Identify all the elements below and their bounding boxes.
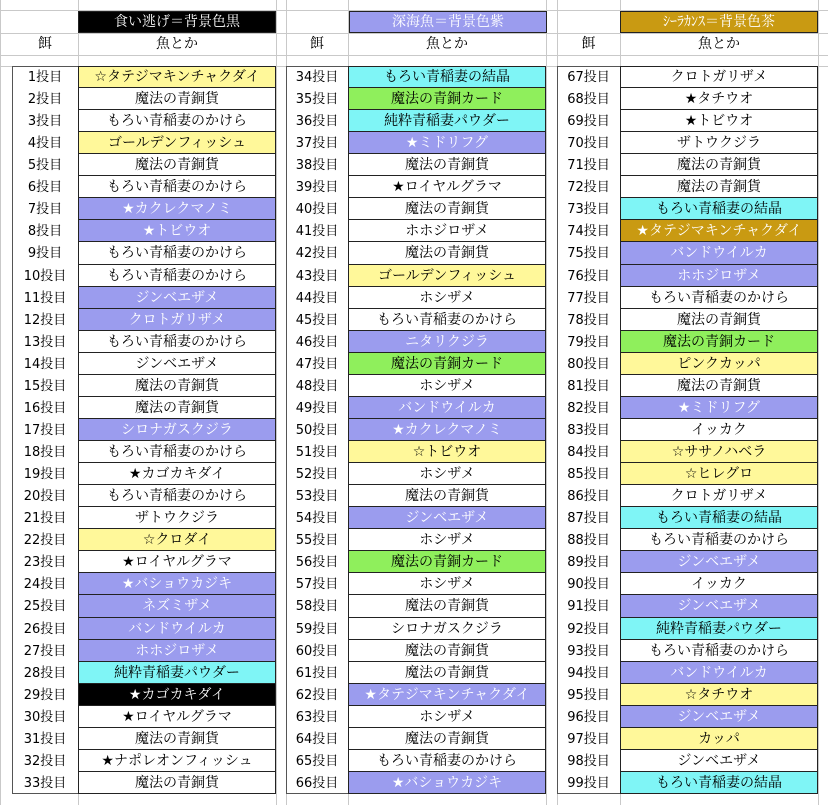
fish-cell[interactable]: ホシザメ (348, 287, 546, 309)
bait-label: 69投目 (567, 113, 610, 129)
bait-label: 21投目 (23, 510, 67, 526)
bait-label: 88投目 (567, 532, 610, 548)
bait-label: 47投目 (295, 356, 339, 372)
gridline (818, 0, 819, 805)
fish-cell[interactable]: ジンベエザメ (348, 507, 546, 529)
bait-header: 餌 (581, 36, 596, 52)
fish-cell[interactable]: もろい青稲妻のかけら (78, 242, 276, 265)
bait-label: 41投目 (295, 223, 339, 239)
bait-label: 24投目 (23, 576, 67, 592)
bait-label: 13投目 (23, 334, 67, 350)
fish-cell[interactable]: ザトウクジラ (78, 507, 276, 529)
bait-label: 28投目 (23, 665, 67, 681)
fish-cell[interactable]: ★カゴカキダイ (78, 463, 276, 485)
fish-cell[interactable]: もろい青稲妻のかけら (78, 176, 276, 198)
gridline (546, 0, 547, 805)
fish-cell[interactable]: ネズミザメ (78, 595, 276, 618)
bait-label: 30投目 (23, 709, 67, 725)
bait-label: 36投目 (295, 113, 339, 129)
bait-label: 2投目 (27, 91, 63, 107)
fish-cell[interactable]: ホシザメ (348, 706, 546, 728)
bait-label: 29投目 (23, 687, 67, 703)
fish-cell[interactable]: カッパ (620, 728, 818, 750)
bait-header: 餌 (310, 36, 324, 52)
bait-label: 89投目 (567, 554, 610, 570)
bait-label: 18投目 (23, 444, 67, 460)
fish-cell[interactable]: バンドウイルカ (78, 618, 276, 640)
fish-cell[interactable]: イッカク (620, 573, 818, 595)
fish-cell[interactable]: バンドウイルカ (620, 662, 818, 684)
fish-cell[interactable]: 魔法の青銅貨 (78, 88, 276, 110)
fish-cell[interactable]: バンドウイルカ (620, 242, 818, 265)
fish-cell[interactable]: 魔法の青銅貨 (78, 728, 276, 750)
fish-cell[interactable]: 魔法の青銅貨 (78, 397, 276, 419)
bait-label: 37投目 (295, 135, 339, 151)
fish-header: 魚とか (156, 36, 198, 52)
fish-cell[interactable]: ★カゴカキダイ (78, 684, 276, 706)
fish-cell[interactable]: 魔法の青銅貨 (620, 176, 818, 198)
bait-label: 78投目 (567, 312, 610, 328)
fish-cell[interactable]: もろい青稲妻のかけら (348, 309, 546, 331)
bait-label: 8投目 (27, 223, 63, 239)
fish-cell[interactable]: ☆タチウオ (620, 684, 818, 706)
fish-cell[interactable]: ★バショウカジキ (348, 772, 546, 794)
bait-label: 14投目 (23, 356, 67, 372)
bait-label: 40投目 (295, 201, 339, 217)
fish-cell[interactable]: ジンベエザメ (620, 706, 818, 728)
fish-cell[interactable]: 魔法の青銅貨 (78, 772, 276, 794)
fish-cell[interactable]: ☆タテジマキンチャクダイ (78, 66, 276, 88)
bait-label: 44投目 (295, 290, 339, 306)
bait-label: 62投目 (295, 687, 339, 703)
bait-label: 6投目 (27, 179, 63, 195)
fish-cell[interactable]: もろい青稲妻のかけら (78, 265, 276, 287)
fish-cell[interactable]: 魔法の青銅カード (348, 551, 546, 573)
bait-label: 76投目 (567, 268, 610, 284)
bait-label: 96投目 (567, 709, 610, 725)
fish-cell[interactable]: ☆ヒレグロ (620, 463, 818, 485)
bait-label: 94投目 (567, 665, 610, 681)
bait-label: 22投目 (23, 532, 67, 548)
bait-label: 97投目 (567, 731, 610, 747)
bait-label: 1投目 (27, 69, 63, 85)
legend-box: 深海魚＝背景色紫 (349, 11, 547, 33)
bait-label: 16投目 (23, 400, 67, 416)
fish-cell[interactable]: ジンベエザメ (620, 750, 818, 772)
fish-cell[interactable]: ★カクレクマノミ (78, 198, 276, 220)
fish-cell[interactable]: ホシザメ (348, 573, 546, 595)
bait-label: 9投目 (27, 246, 63, 261)
fish-cell[interactable]: シロナガスクジラ (348, 618, 546, 640)
fish-cell[interactable]: もろい青稲妻の結晶 (348, 66, 546, 88)
fish-cell[interactable]: シロナガスクジラ (78, 419, 276, 441)
bait-label: 99投目 (567, 775, 610, 791)
fish-cell[interactable]: 魔法の青銅カード (620, 331, 818, 353)
fish-cell[interactable]: 純粋青稲妻パウダー (620, 618, 818, 640)
bait-label: 53投目 (295, 488, 339, 504)
fish-cell[interactable]: クロトガリザメ (620, 66, 818, 88)
fish-cell[interactable]: 魔法の青銅貨 (348, 595, 546, 618)
bait-label: 58投目 (295, 599, 339, 614)
bait-label: 25投目 (23, 599, 67, 614)
fish-cell[interactable]: ホシザメ (348, 463, 546, 485)
bait-label: 86投目 (567, 488, 610, 504)
fish-cell[interactable]: ジンベエザメ (620, 551, 818, 573)
bait-label: 23投目 (23, 554, 67, 570)
fish-cell[interactable]: バンドウイルカ (348, 397, 546, 419)
bait-label: 85投目 (567, 466, 610, 482)
fish-cell[interactable]: 魔法の青銅貨 (348, 640, 546, 662)
fish-cell[interactable]: 魔法の青銅貨 (78, 154, 276, 176)
bait-label: 48投目 (295, 378, 339, 394)
gridline (0, 55, 828, 56)
bait-label: 67投目 (567, 69, 610, 85)
fish-cell[interactable]: ホホジロザメ (620, 265, 818, 287)
fish-cell[interactable]: ジンベエザメ (620, 595, 818, 618)
bait-label: 87投目 (567, 510, 610, 526)
fish-cell[interactable]: ★タテジマキンチャクダイ (620, 220, 818, 242)
gridline (276, 0, 277, 805)
bait-label: 5投目 (27, 157, 63, 173)
bait-label: 49投目 (295, 400, 339, 416)
fish-cell[interactable]: もろい青稲妻のかけら (78, 110, 276, 132)
bait-label: 68投目 (567, 91, 610, 107)
fish-cell[interactable]: 魔法の青銅カード (348, 353, 546, 375)
bait-label: 46投目 (295, 334, 339, 350)
fish-cell[interactable]: ピンクカッパ (620, 353, 818, 375)
bait-label: 83投目 (567, 422, 610, 438)
bait-label: 60投目 (295, 643, 339, 659)
bait-label: 77投目 (567, 290, 610, 306)
fish-cell[interactable]: もろい青稲妻のかけら (620, 287, 818, 309)
fish-cell[interactable]: ☆トビウオ (348, 441, 546, 463)
bait-label: 74投目 (567, 223, 610, 239)
bait-label: 12投目 (23, 312, 67, 328)
bait-label: 64投目 (295, 731, 339, 747)
bait-label: 82投目 (567, 400, 610, 416)
fish-cell[interactable]: もろい青稲妻の結晶 (620, 198, 818, 220)
fish-cell[interactable]: ホシザメ (348, 375, 546, 397)
bait-label: 93投目 (567, 643, 610, 659)
fish-cell[interactable]: ★タテジマキンチャクダイ (348, 684, 546, 706)
bait-label: 61投目 (295, 665, 339, 681)
bait-label: 80投目 (567, 356, 610, 372)
fish-cell[interactable]: クロトガリザメ (78, 309, 276, 331)
fish-cell[interactable]: ★ロイヤルグラマ (78, 706, 276, 728)
fish-cell[interactable]: ジンベエザメ (78, 353, 276, 375)
fish-cell[interactable]: もろい青稲妻のかけら (620, 640, 818, 662)
fish-cell[interactable]: もろい青稲妻のかけら (348, 750, 546, 772)
fish-cell[interactable]: ゴールデンフィッシュ (348, 265, 546, 287)
bait-label: 73投目 (567, 201, 610, 217)
bait-label: 10投目 (23, 268, 67, 284)
fish-cell[interactable]: ニタリクジラ (348, 331, 546, 353)
fish-cell[interactable]: もろい青稲妻のかけら (78, 331, 276, 353)
bait-label: 42投目 (295, 246, 339, 261)
fish-cell[interactable]: ホホジロザメ (348, 220, 546, 242)
bait-label: 90投目 (567, 576, 610, 592)
fish-cell[interactable]: 魔法の青銅貨 (620, 154, 818, 176)
bait-label: 34投目 (295, 69, 339, 85)
bait-label: 35投目 (295, 91, 339, 107)
bait-label: 11投目 (23, 290, 67, 306)
bait-label: 81投目 (567, 378, 610, 394)
bait-label: 26投目 (23, 621, 67, 637)
fish-cell[interactable]: ゴールデンフィッシュ (78, 132, 276, 154)
fish-cell[interactable]: 魔法の青銅貨 (620, 375, 818, 397)
fish-cell[interactable]: 魔法の青銅貨 (348, 662, 546, 684)
fish-cell[interactable]: ★ロイヤルグラマ (348, 176, 546, 198)
bait-label: 56投目 (295, 554, 339, 570)
bait-label: 66投目 (295, 775, 339, 791)
fish-cell[interactable]: 魔法の青銅貨 (78, 375, 276, 397)
fish-cell[interactable]: ★トビウオ (78, 220, 276, 242)
bait-header: 餌 (38, 36, 52, 52)
fish-cell[interactable]: ☆ササノハベラ (620, 441, 818, 463)
bait-label: 63投目 (295, 709, 339, 725)
fish-cell[interactable]: ★ロイヤルグラマ (78, 551, 276, 573)
fish-cell[interactable]: クロトガリザメ (620, 485, 818, 507)
bait-label: 55投目 (295, 532, 339, 548)
bait-label: 84投目 (567, 444, 610, 460)
fish-cell[interactable]: ジンベエザメ (78, 287, 276, 309)
bait-label: 43投目 (295, 268, 339, 284)
fish-cell[interactable]: 魔法の青銅貨 (348, 242, 546, 265)
bait-label: 50投目 (295, 422, 339, 438)
bait-label: 45投目 (295, 312, 339, 328)
fish-cell[interactable]: 魔法の青銅貨 (348, 485, 546, 507)
fish-cell[interactable]: 純粋青稲妻パウダー (78, 662, 276, 684)
fish-cell[interactable]: ★カクレクマノミ (348, 419, 546, 441)
fish-cell[interactable]: 魔法の青銅貨 (348, 198, 546, 220)
bait-label: 72投目 (567, 179, 610, 195)
fish-cell[interactable]: 純粋青稲妻パウダー (348, 110, 546, 132)
fish-cell[interactable]: もろい青稲妻のかけら (620, 529, 818, 551)
fish-cell[interactable]: ★タチウオ (620, 88, 818, 110)
bait-label: 39投目 (295, 179, 339, 195)
bait-label: 57投目 (295, 576, 339, 592)
fish-cell[interactable]: もろい青稲妻のかけら (78, 441, 276, 463)
bait-label: 4投目 (27, 135, 63, 151)
fish-cell[interactable]: ★ナポレオンフィッシュ (78, 750, 276, 772)
fish-cell[interactable]: ホシザメ (348, 529, 546, 551)
fish-cell[interactable]: ★トビウオ (620, 110, 818, 132)
fish-cell[interactable]: もろい青稲妻の結晶 (620, 507, 818, 529)
legend-box: ｼｰﾗｶﾝｽ＝背景色茶 (620, 11, 818, 33)
bait-label: 79投目 (567, 334, 610, 350)
bait-label: 19投目 (23, 466, 67, 482)
fish-cell[interactable]: ザトウクジラ (620, 132, 818, 154)
bait-label: 27投目 (23, 643, 67, 659)
fish-cell[interactable]: ★バショウカジキ (78, 573, 276, 595)
fish-cell[interactable]: ★ミドリフグ (348, 132, 546, 154)
bait-label: 7投目 (27, 201, 63, 217)
fish-header: 魚とか (426, 36, 468, 52)
fish-cell[interactable]: もろい青稲妻のかけら (78, 485, 276, 507)
legend-box: 食い逃げ＝背景色黒 (78, 11, 276, 33)
bait-label: 70投目 (567, 135, 610, 151)
fish-cell[interactable]: ホホジロザメ (78, 640, 276, 662)
bait-label: 52投目 (295, 466, 339, 482)
bait-label: 59投目 (295, 621, 339, 637)
fish-cell[interactable]: イッカク (620, 419, 818, 441)
fish-cell[interactable]: 魔法の青銅貨 (348, 154, 546, 176)
bait-label: 33投目 (23, 775, 67, 791)
bait-label: 51投目 (295, 444, 339, 460)
bait-label: 3投目 (27, 113, 63, 129)
fish-cell[interactable]: 魔法の青銅貨 (348, 728, 546, 750)
bait-label: 91投目 (567, 599, 610, 614)
bait-label: 95投目 (567, 687, 610, 703)
gridline (0, 0, 1, 805)
fish-cell[interactable]: もろい青稲妻の結晶 (620, 772, 818, 794)
bait-label: 17投目 (23, 422, 67, 438)
bait-label: 71投目 (567, 157, 610, 173)
bait-label: 20投目 (23, 488, 67, 504)
fish-cell[interactable]: 魔法の青銅カード (348, 88, 546, 110)
bait-label: 92投目 (567, 621, 610, 637)
fish-cell[interactable]: ☆クロダイ (78, 529, 276, 551)
bait-label: 98投目 (567, 753, 610, 769)
fish-header: 魚とか (698, 36, 740, 52)
fish-cell[interactable]: ★ミドリフグ (620, 397, 818, 419)
fish-cell[interactable]: 魔法の青銅貨 (620, 309, 818, 331)
bait-label: 65投目 (295, 753, 339, 769)
bait-label: 32投目 (23, 753, 67, 769)
bait-label: 15投目 (23, 378, 67, 394)
bait-label: 75投目 (567, 246, 610, 261)
bait-label: 38投目 (295, 157, 339, 173)
bait-label: 54投目 (295, 510, 339, 526)
bait-label: 31投目 (23, 731, 67, 747)
